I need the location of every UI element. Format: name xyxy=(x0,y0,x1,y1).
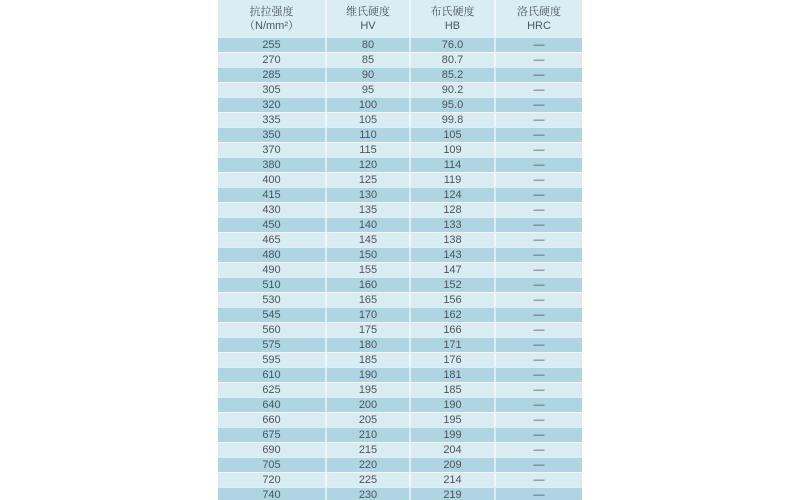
table-row xyxy=(218,472,582,487)
table-cell: — xyxy=(494,97,582,112)
table-cell: 95 xyxy=(325,82,409,97)
table-cell: 219 xyxy=(409,487,494,500)
table-cell: — xyxy=(494,217,582,232)
table-cell: 110 xyxy=(325,127,409,142)
table-cell: 195 xyxy=(409,412,494,427)
table-cell: 430 xyxy=(218,202,325,217)
table-cell: 115 xyxy=(325,142,409,157)
table-cell: — xyxy=(494,82,582,97)
table-cell: 120 xyxy=(325,157,409,172)
table-cell: 255 xyxy=(218,37,325,52)
table-cell: 130 xyxy=(325,187,409,202)
table-cell: — xyxy=(494,127,582,142)
table-cell: — xyxy=(494,337,582,352)
table-cell: 705 xyxy=(218,457,325,472)
header-vickers-hardness xyxy=(325,0,409,37)
table-cell: — xyxy=(494,277,582,292)
header-rockwell-hardness-title: 洛氏硬度 xyxy=(517,6,561,18)
table-cell: — xyxy=(494,307,582,322)
table-cell: 350 xyxy=(218,127,325,142)
table-cell: 380 xyxy=(218,157,325,172)
table-cell: — xyxy=(494,352,582,367)
table-row xyxy=(218,187,582,202)
table-cell: 640 xyxy=(218,397,325,412)
table-cell: — xyxy=(494,427,582,442)
table-row xyxy=(218,217,582,232)
table-cell: 143 xyxy=(409,247,494,262)
table-cell: 145 xyxy=(325,232,409,247)
table-cell: — xyxy=(494,382,582,397)
table-cell: 480 xyxy=(218,247,325,262)
table-cell: 176 xyxy=(409,352,494,367)
header-vickers-hardness-symbol: HV xyxy=(360,20,376,32)
table-cell: 720 xyxy=(218,472,325,487)
table-cell: 560 xyxy=(218,322,325,337)
table-cell: 225 xyxy=(325,472,409,487)
table-cell: — xyxy=(494,247,582,262)
table-row xyxy=(218,412,582,427)
table-row xyxy=(218,277,582,292)
table-row xyxy=(218,457,582,472)
table-cell: 625 xyxy=(218,382,325,397)
table-cell: 99.8 xyxy=(409,112,494,127)
table-row xyxy=(218,292,582,307)
table-cell: 181 xyxy=(409,367,494,382)
table-cell: 109 xyxy=(409,142,494,157)
table-cell: 305 xyxy=(218,82,325,97)
table-row xyxy=(218,307,582,322)
table-cell: 124 xyxy=(409,187,494,202)
table-cell: 204 xyxy=(409,442,494,457)
table-cell: 90 xyxy=(325,67,409,82)
table-cell: 545 xyxy=(218,307,325,322)
table-row xyxy=(218,247,582,262)
table-cell: 530 xyxy=(218,292,325,307)
table-cell: 105 xyxy=(325,112,409,127)
table-cell: 150 xyxy=(325,247,409,262)
table-row xyxy=(218,487,582,500)
header-row xyxy=(218,0,582,37)
table-cell: 138 xyxy=(409,232,494,247)
table-cell: — xyxy=(494,172,582,187)
table-cell: 215 xyxy=(325,442,409,457)
table-cell: 400 xyxy=(218,172,325,187)
table-cell: 190 xyxy=(409,397,494,412)
table-cell: 80 xyxy=(325,37,409,52)
table-row xyxy=(218,157,582,172)
header-tensile-strength xyxy=(218,0,325,37)
table-row xyxy=(218,352,582,367)
table-row xyxy=(218,397,582,412)
table-cell: 76.0 xyxy=(409,37,494,52)
header-brinell-hardness xyxy=(409,0,494,37)
table-cell: 209 xyxy=(409,457,494,472)
table-row xyxy=(218,82,582,97)
table-cell: 156 xyxy=(409,292,494,307)
table-row xyxy=(218,112,582,127)
table-row xyxy=(218,337,582,352)
table-cell: 119 xyxy=(409,172,494,187)
table-row xyxy=(218,52,582,67)
header-rockwell-hardness-symbol: HRC xyxy=(527,20,551,32)
header-tensile-strength-unit: （N/mm²） xyxy=(244,20,299,32)
table-cell: 85 xyxy=(325,52,409,67)
table-header xyxy=(218,0,582,37)
table-row xyxy=(218,382,582,397)
table-cell: — xyxy=(494,442,582,457)
table-cell: 128 xyxy=(409,202,494,217)
table-cell: 220 xyxy=(325,457,409,472)
table-cell: 80.7 xyxy=(409,52,494,67)
table-cell: — xyxy=(494,292,582,307)
table-cell: 160 xyxy=(325,277,409,292)
table-cell: — xyxy=(494,157,582,172)
table-cell: — xyxy=(494,142,582,157)
table-cell: 490 xyxy=(218,262,325,277)
table-cell: — xyxy=(494,52,582,67)
table-cell: 740 xyxy=(218,487,325,500)
table-cell: — xyxy=(494,262,582,277)
header-tensile-strength-title: 抗拉强度 xyxy=(249,6,294,18)
header-brinell-hardness-symbol: HB xyxy=(444,20,461,32)
table-cell: — xyxy=(494,202,582,217)
table-cell: 199 xyxy=(409,427,494,442)
table-cell: — xyxy=(494,232,582,247)
table-cell: 185 xyxy=(325,352,409,367)
table-row xyxy=(218,67,582,82)
hardness-conversion-table-container xyxy=(218,0,582,500)
table-row xyxy=(218,142,582,157)
table-cell: 95.0 xyxy=(409,97,494,112)
table-cell: 114 xyxy=(409,157,494,172)
table-cell: — xyxy=(494,367,582,382)
table-row xyxy=(218,127,582,142)
table-cell: 135 xyxy=(325,202,409,217)
table-row xyxy=(218,322,582,337)
table-cell: 675 xyxy=(218,427,325,442)
table-cell: 510 xyxy=(218,277,325,292)
table-cell: 105 xyxy=(409,127,494,142)
table-cell: 155 xyxy=(325,262,409,277)
table-cell: — xyxy=(494,112,582,127)
table-cell: 210 xyxy=(325,427,409,442)
table-row xyxy=(218,97,582,112)
table-cell: 335 xyxy=(218,112,325,127)
table-cell: 595 xyxy=(218,352,325,367)
table-cell: 180 xyxy=(325,337,409,352)
header-rockwell-hardness xyxy=(494,0,582,37)
table-cell: 465 xyxy=(218,232,325,247)
table-cell: — xyxy=(494,412,582,427)
hardness-conversion-table xyxy=(218,0,582,500)
table-cell: 165 xyxy=(325,292,409,307)
table-cell: 205 xyxy=(325,412,409,427)
header-brinell-hardness-title: 布氏硬度 xyxy=(430,6,475,18)
table-cell: 230 xyxy=(325,487,409,500)
table-row xyxy=(218,172,582,187)
table-cell: — xyxy=(494,37,582,52)
table-cell: 610 xyxy=(218,367,325,382)
table-row xyxy=(218,37,582,52)
table-cell: 162 xyxy=(409,307,494,322)
table-row xyxy=(218,262,582,277)
table-cell: 147 xyxy=(409,262,494,277)
table-cell: 125 xyxy=(325,172,409,187)
table-cell: 175 xyxy=(325,322,409,337)
table-row xyxy=(218,442,582,457)
table-cell: — xyxy=(494,67,582,82)
table-row xyxy=(218,367,582,382)
table-cell: — xyxy=(494,397,582,412)
table-cell: 270 xyxy=(218,52,325,67)
table-cell: 140 xyxy=(325,217,409,232)
table-cell: — xyxy=(494,487,582,500)
table-row xyxy=(218,232,582,247)
table-body xyxy=(218,37,582,500)
table-cell: 166 xyxy=(409,322,494,337)
table-cell: — xyxy=(494,322,582,337)
table-cell: 195 xyxy=(325,382,409,397)
header-vickers-hardness-title: 维氏硬度 xyxy=(346,6,390,18)
table-cell: 575 xyxy=(218,337,325,352)
table-cell: — xyxy=(494,457,582,472)
table-cell: 660 xyxy=(218,412,325,427)
table-cell: 170 xyxy=(325,307,409,322)
table-cell: 200 xyxy=(325,397,409,412)
table-cell: 185 xyxy=(409,382,494,397)
table-row xyxy=(218,427,582,442)
table-cell: 320 xyxy=(218,97,325,112)
table-cell: 85.2 xyxy=(409,67,494,82)
table-row xyxy=(218,202,582,217)
table-cell: 171 xyxy=(409,337,494,352)
table-cell: 214 xyxy=(409,472,494,487)
table-cell: 450 xyxy=(218,217,325,232)
table-cell: 133 xyxy=(409,217,494,232)
table-cell: 690 xyxy=(218,442,325,457)
table-cell: 415 xyxy=(218,187,325,202)
table-cell: 285 xyxy=(218,67,325,82)
table-cell: — xyxy=(494,187,582,202)
table-cell: — xyxy=(494,472,582,487)
table-cell: 190 xyxy=(325,367,409,382)
table-cell: 370 xyxy=(218,142,325,157)
table-cell: 100 xyxy=(325,97,409,112)
table-cell: 152 xyxy=(409,277,494,292)
table-cell: 90.2 xyxy=(409,82,494,97)
